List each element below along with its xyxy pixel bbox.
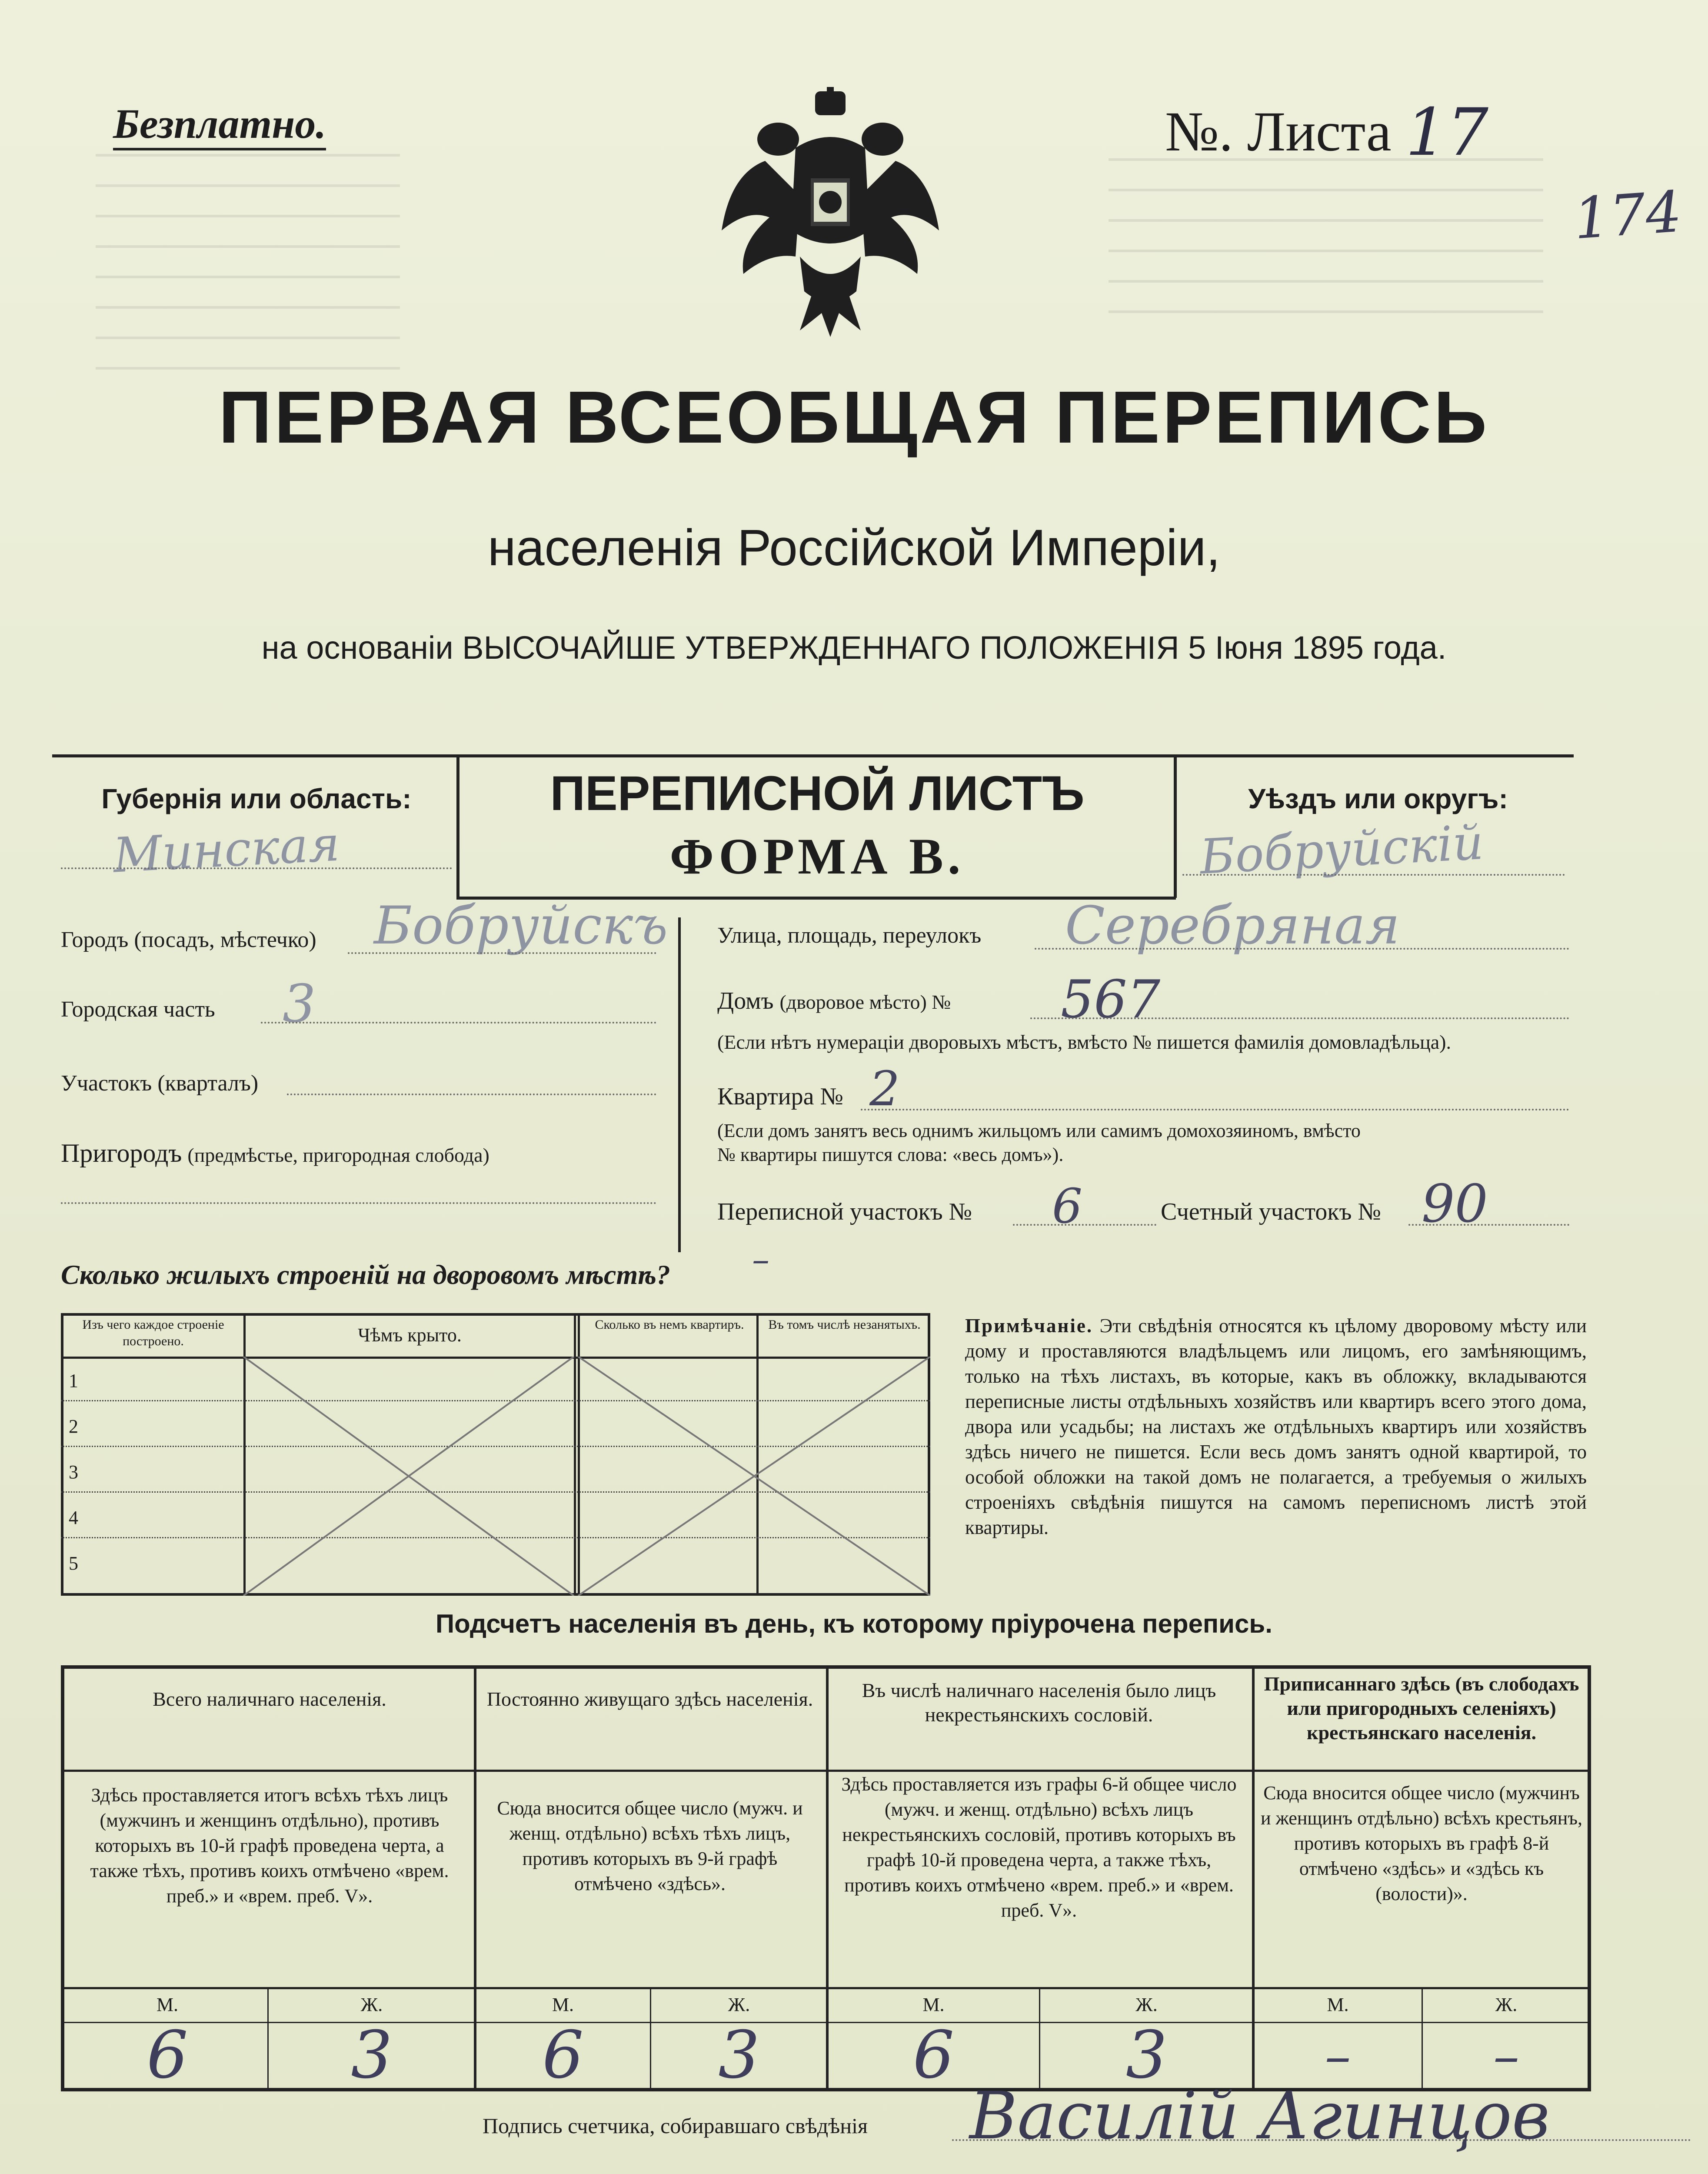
signature-label: Подпись счетчика, собиравшаго свѣдѣнія [483, 2114, 868, 2138]
suburb-line [61, 1202, 656, 1204]
city-value: Бобруйскъ [374, 896, 668, 956]
buildings-row-3: 3 [69, 1461, 78, 1483]
house-value: 567 [1061, 970, 1161, 1030]
count-col-divider-1 [474, 1665, 476, 2091]
count-mf-rule-top [61, 1987, 1591, 1989]
count-col-4-m-label: М. [1327, 1994, 1349, 2015]
census-district-value: 6 [1052, 1178, 1082, 1234]
document-subtitle: населенія Россійской Имперіи, [487, 519, 1221, 577]
note-text: Эти свѣдѣнія относятся къ цѣлому дворовому мѣсту или дому и проставляются владѣльцемъ или лицомъ, его замѣняющимъ, только на тѣхъ листахъ, въ которые, какъ въ обложку, вкладываются переписные листы отдѣльныхъ хозяйствъ или квартиръ всего этого дома, двора или усадьбы; на листахъ же отдѣльныхъ квартиръ или хозяйствъ здѣсь ничего не пишется. Если весь домъ занятъ одной квартирой, то особой обложки на такой домъ не полагается, а требуемыя о жилыхъ строеніяхъ свѣдѣнія пишутся на самомъ переписномъ листѣ этой квартиры. [965, 1315, 1587, 1538]
count-col-1-f-label: Ж. [360, 1994, 383, 2015]
province-value: Минская [112, 816, 341, 884]
buildings-col-vacant: Въ томъ числѣ незанятыхъ. [768, 1317, 921, 1332]
district-label: Уѣздъ или округъ: [1248, 783, 1508, 814]
buildings-row-5: 5 [69, 1553, 78, 1574]
count-col-3-f: 3 [1125, 2017, 1168, 2093]
note-block [965, 1313, 1587, 1540]
buildings-col-apartments: Сколько въ немъ квартиръ. [595, 1317, 744, 1332]
count-col-3-m: 6 [912, 2017, 955, 2093]
buildings-row-2: 2 [69, 1416, 78, 1437]
legal-basis: на основаніи ВЫСОЧАЙШЕ УТВЕРЖДЕННАГО ПОЛОЖЕНІЯ 5 Іюня 1895 года. [261, 630, 1447, 666]
province-line [61, 867, 452, 869]
form-header-divider-left [456, 754, 459, 898]
count-col-1-m: 6 [146, 2017, 188, 2093]
house-label: Домъ [717, 987, 774, 1014]
buildings-col-built: Изъ чего каждое строеніе построено. [82, 1317, 224, 1348]
buildings-answer: – [752, 1239, 769, 1280]
house-row [717, 987, 951, 1015]
suburb-label: Пригородъ [61, 1139, 182, 1167]
apartment-line [861, 1109, 1569, 1110]
district-line [1182, 874, 1565, 876]
count-col-2-m: 6 [542, 2017, 584, 2093]
count-mf-split-4 [1422, 1987, 1423, 2091]
count-col-1-head: Всего наличнаго населенія. [153, 1688, 386, 1710]
buildings-row-1: 1 [69, 1370, 78, 1391]
city-part-value: 3 [283, 974, 316, 1034]
count-col-4-body: Сюда вносится общее число (мужчинъ и женщинъ отдѣльно) всѣхъ крестьянъ, противъ которыхъ въ графѣ 8-й отмѣчено «здѣсь» и «здѣсь къ (волости)». [1260, 1782, 1583, 1904]
count-col-3-body: Здѣсь проставляется изъ графы 6-й общее число (мужч. и женщ. отдѣльно) всѣхъ лицъ некрестьянскихъ сословій, противъ которыхъ въ графѣ 10-й проведена черта, а также тѣхъ, противъ коихъ отмѣчено «врем. преб.» и «врем. преб. V». [841, 1774, 1237, 1921]
city-part-line [261, 1022, 656, 1024]
count-head-rule [61, 1770, 1591, 1772]
count-col-divider-3 [1252, 1665, 1255, 2091]
count-col-3-head: Въ числѣ наличнаго населенія было лицъ некрестьянскихъ сословій. [862, 1679, 1216, 1726]
precinct-line [287, 1094, 656, 1095]
count-col-1-body: Здѣсь проставляется итогъ всѣхъ тѣхъ лицъ (мужчинъ и женщинъ отдѣльно), противъ которыхъ въ 10-й графѣ проведена черта, а также тѣхъ, противъ коихъ отмѣчено «врем. преб.» и «врем. преб. V». [90, 1784, 449, 1907]
count-col-4-head: Приписаннаго здѣсь (въ слободахъ или пригородныхъ селеніяхъ) крестьянскаго населенія. [1264, 1673, 1579, 1744]
form-name: ФОРМА В. [669, 828, 965, 885]
count-col-divider-2 [826, 1665, 829, 2091]
count-col-3-m-label: М. [922, 1994, 945, 2015]
suburb-note: (предмѣстье, пригородная слобода) [187, 1144, 489, 1166]
buildings-col-roof: Чѣмъ крыто. [358, 1324, 462, 1346]
census-district-label: Переписной участокъ № [717, 1198, 972, 1225]
district-value: Бобруйскій [1199, 814, 1485, 885]
count-col-2-body: Сюда вносится общее число (мужч. и женщ. отдѣльно) всѣхъ тѣхъ лицъ, противъ которыхъ въ 9-й графѣ отмѣчено «здѣсь». [497, 1797, 803, 1894]
count-col-2-m-label: М. [552, 1994, 574, 2015]
count-col-1-m-label: М. [156, 1994, 179, 2015]
count-district-label: Счетный участокъ № [1161, 1198, 1381, 1225]
province-label: Губернія или область: [101, 783, 412, 814]
suburb-row [61, 1139, 489, 1169]
count-col-2-f: 3 [718, 2017, 760, 2093]
count-col-4-f: – [1493, 2026, 1519, 2087]
census-district-line [1013, 1224, 1156, 1226]
apartment-value: 2 [869, 1061, 900, 1117]
apartment-label: Квартира № [717, 1083, 843, 1110]
apartment-hint-2: № квартиры пишутся слова: «весь домъ»). [717, 1144, 1064, 1165]
count-district-value: 90 [1422, 1174, 1488, 1234]
signature-value: Василій Агинцов [969, 2078, 1550, 2154]
count-mf-split-1 [267, 1987, 269, 2091]
count-col-3-f-label: Ж. [1135, 1994, 1158, 2015]
count-col-2-head: Постоянно живущаго здѣсь населенія. [486, 1688, 813, 1710]
house-hint: (Если нѣтъ нумераціи дворовыхъ мѣстъ, вмѣсто № пишется фамилія домовладѣльца). [717, 1031, 1451, 1053]
city-part-label: Городская часть [61, 997, 215, 1022]
street-label: Улица, площадь, переулокъ [717, 923, 982, 948]
buildings-cross-out [61, 1357, 930, 1596]
count-mf-split-2 [650, 1987, 651, 2091]
buildings-question: Сколько жилыхъ строеній на дворовомъ мѣстѣ? [61, 1259, 670, 1290]
note-title: Примѣчаніе. [965, 1315, 1093, 1337]
sheet-number-value: 17 [1405, 95, 1488, 170]
form-header-divider-right [1174, 754, 1177, 898]
double-headed-eagle-emblem [713, 87, 948, 339]
street-value: Серебряная [1065, 896, 1400, 956]
house-line [1030, 1017, 1569, 1019]
house-note: (дворовое мѣсто) № [779, 991, 951, 1013]
sheet-title: ПЕРЕПИСНОЙ ЛИСТЪ [550, 766, 1085, 820]
free-label: Безплатно. [113, 100, 326, 150]
precinct-label: Участокъ (кварталъ) [61, 1071, 259, 1096]
count-col-1-f: 3 [351, 2017, 393, 2093]
address-divider [678, 917, 681, 1252]
city-line [348, 952, 656, 954]
count-col-2-f-label: Ж. [728, 1994, 750, 2015]
apartment-hint-1: (Если домъ занятъ весь однимъ жильцомъ или самимъ домохозяиномъ, вмѣсто [717, 1120, 1361, 1141]
buildings-row-4: 4 [69, 1507, 78, 1528]
count-mf-split-3 [1039, 1987, 1040, 2091]
sheet-number [1165, 95, 1488, 170]
street-line [1035, 948, 1569, 950]
city-label: Городъ (посадъ, мѣстечко) [61, 927, 316, 952]
sheet-number-label: №. Листа [1165, 100, 1392, 163]
count-col-4-m: – [1325, 2026, 1351, 2087]
document-title: ПЕРВАЯ ВСЕОБЩАЯ ПЕРЕПИСЬ [218, 376, 1490, 459]
corner-archive-number: 174 [1571, 178, 1684, 252]
count-col-4-f-label: Ж. [1495, 1994, 1518, 2015]
count-title: Подсчетъ населенія въ день, къ которому пріурочена перепись. [436, 1609, 1272, 1638]
count-district-line [1408, 1224, 1569, 1226]
bleed-through-left [96, 126, 400, 370]
